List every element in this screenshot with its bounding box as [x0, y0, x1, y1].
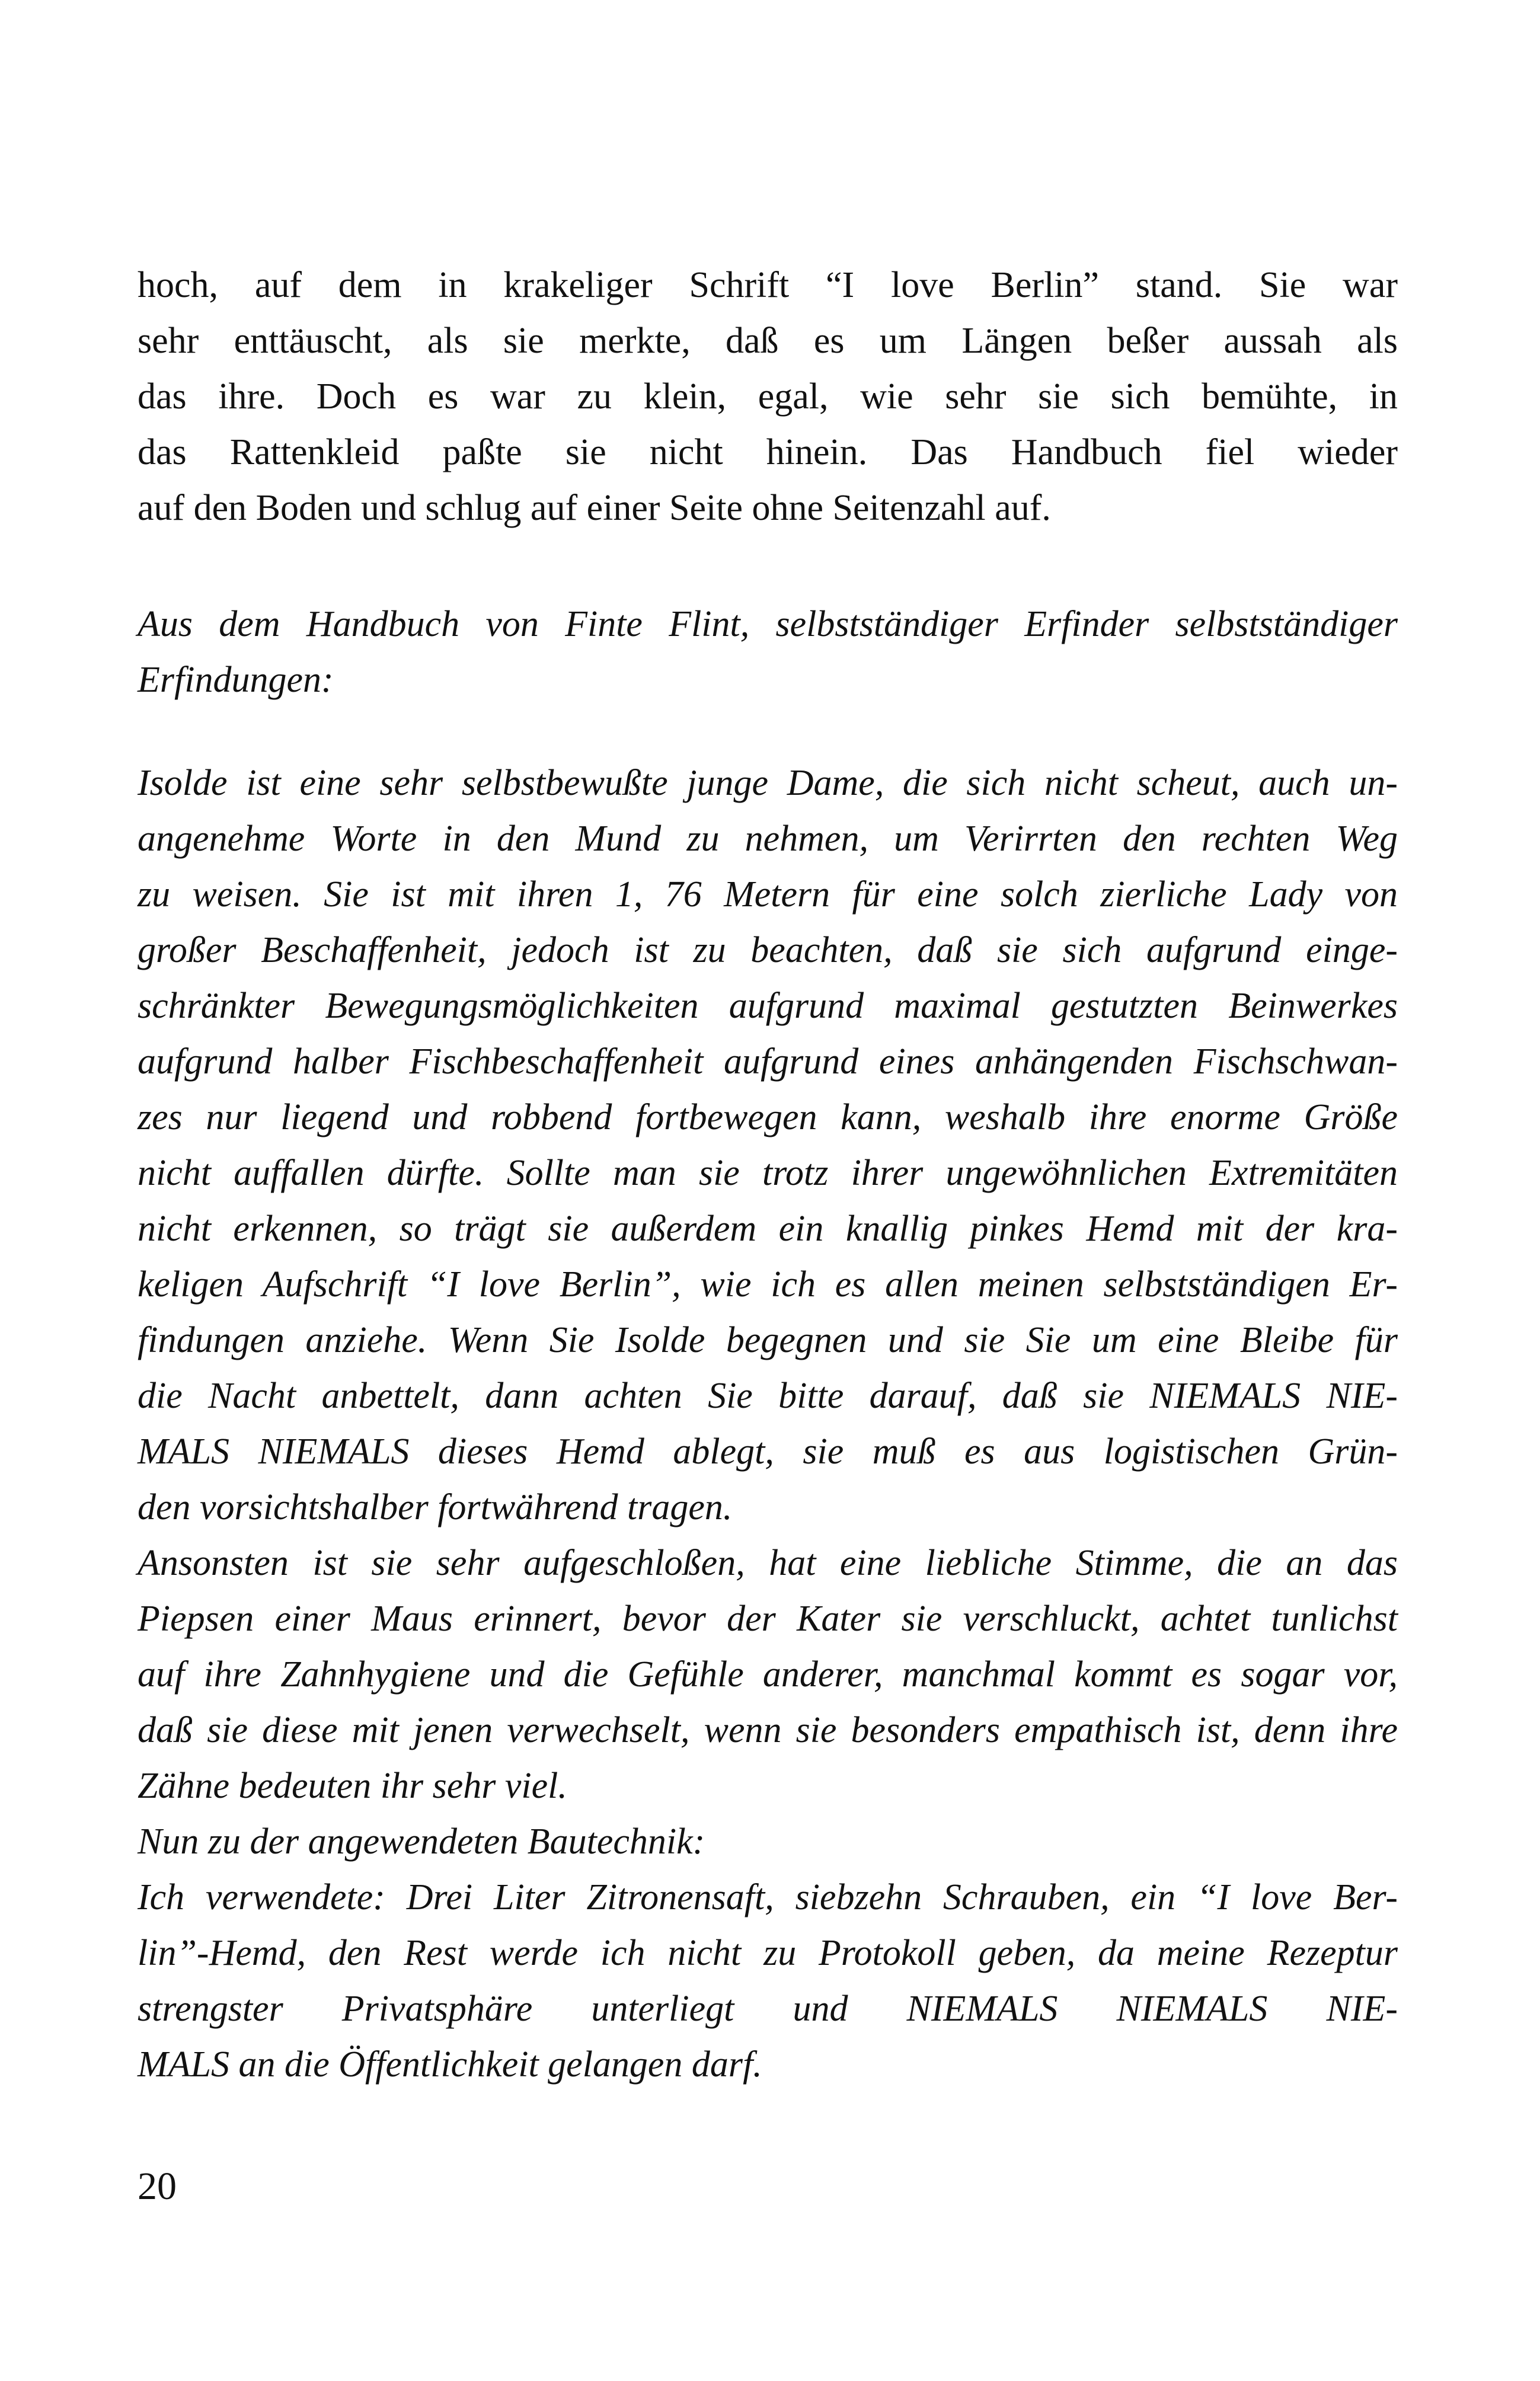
text-line: auf den Boden und schlug auf einer Seite ohne Seitenzahl auf. [138, 488, 1051, 528]
entry-line: den vorsichtshalber fortwährend tragen. [138, 1487, 733, 1527]
entry-line: die Nacht anbettelt, dann achten Sie bitte darauf, daß sie NIEMALS NIE- [138, 1376, 1398, 1416]
handbook-entry [138, 755, 1398, 2092]
text-line: das Rattenkleid paßte sie nicht hinein. Das Handbuch fiel wieder [138, 432, 1398, 472]
entry-line: MALS NIEMALS dieses Hemd ablegt, sie muß es aus logistischen Grün- [138, 1431, 1398, 1472]
entry-line: zu weisen. Sie ist mit ihren 1, 76 Metern für eine solch zierliche Lady von [138, 874, 1398, 915]
heading-line: Erfindungen: [138, 660, 334, 700]
entry-line: Ansonsten ist sie sehr aufgeschloßen, hat eine liebliche Stimme, die an das [138, 1543, 1398, 1583]
heading-line: Aus dem Handbuch von Finte Flint, selbstständiger Erfinder selbstständiger [138, 604, 1398, 644]
text-line: das ihre. Doch es war zu klein, egal, wie sehr sie sich bemühte, in [138, 376, 1398, 417]
entry-line: angenehme Worte in den Mund zu nehmen, um Verirrten den rechten Weg [138, 819, 1398, 859]
narrative-paragraph [138, 257, 1398, 536]
handbook-heading [138, 596, 1398, 708]
entry-line: Piepsen einer Maus erinnert, bevor der Kater sie verschluckt, achtet tunlichst [138, 1599, 1398, 1639]
entry-line: nicht auffallen dürfte. Sollte man sie trotz ihrer ungewöhnlichen Extremitäten [138, 1153, 1398, 1193]
page-number: 20 [138, 2165, 177, 2208]
entry-line: findungen anziehe. Wenn Sie Isolde begegnen und sie Sie um eine Bleibe für [138, 1320, 1398, 1360]
entry-line: Nun zu der angewendeten Bautechnik: [138, 1821, 705, 1862]
text-line: sehr enttäuscht, als sie merkte, daß es um Längen beßer aussah als [138, 321, 1398, 361]
text-line: hoch, auf dem in krakeliger Schrift “I love Berlin” stand. Sie war [138, 265, 1398, 305]
entry-line: daß sie diese mit jenen verwechselt, wenn sie besonders empathisch ist, denn ihre [138, 1710, 1398, 1750]
entry-line: Isolde ist eine sehr selbstbewußte junge Dame, die sich nicht scheut, auch un- [138, 763, 1398, 803]
entry-line: strengster Privatsphäre unterliegt und NIEMALS NIEMALS NIE- [138, 1989, 1398, 2029]
entry-line: lin”-Hemd, den Rest werde ich nicht zu Protokoll geben, da meine Rezeptur [138, 1933, 1398, 1973]
entry-line: MALS an die Öffentlichkeit gelangen darf. [138, 2044, 762, 2085]
entry-line: auf ihre Zahnhygiene und die Gefühle anderer, manchmal kommt es sogar vor, [138, 1654, 1398, 1695]
entry-line: aufgrund halber Fischbeschaffenheit aufgrund eines anhängenden Fischschwan- [138, 1041, 1398, 1082]
entry-line: schränkter Bewegungsmöglichkeiten aufgrund maximal gestutzten Beinwerkes [138, 986, 1398, 1026]
entry-line: nicht erkennen, so trägt sie außerdem ein knallig pinkes Hemd mit der kra- [138, 1209, 1398, 1249]
entry-line: zes nur liegend und robbend fortbewegen kann, weshalb ihre enorme Größe [138, 1097, 1398, 1137]
entry-line: großer Beschaffenheit, jedoch ist zu beachten, daß sie sich aufgrund einge- [138, 930, 1398, 970]
entry-line: Zähne bedeuten ihr sehr viel. [138, 1766, 567, 1806]
entry-line: Ich verwendete: Drei Liter Zitronensaft, siebzehn Schrauben, ein “I love Ber- [138, 1877, 1398, 1917]
entry-line: keligen Aufschrift “I love Berlin”, wie ich es allen meinen selbstständigen Er- [138, 1264, 1398, 1305]
